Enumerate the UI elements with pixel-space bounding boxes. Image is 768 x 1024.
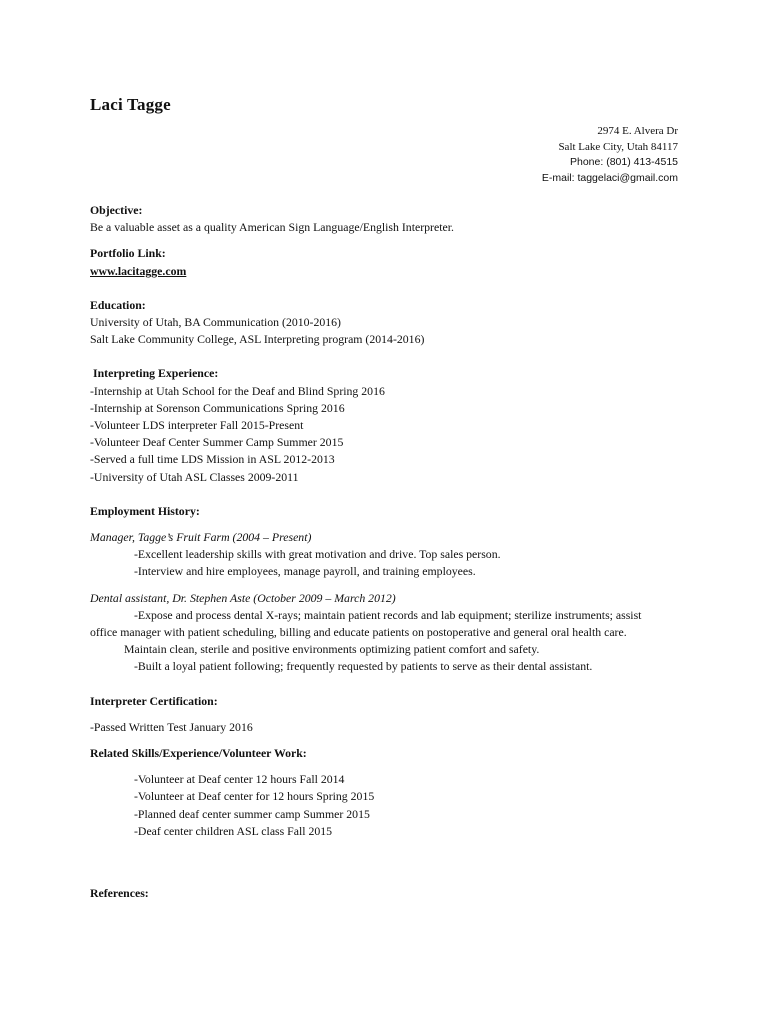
contact-phone: Phone: (801) 413-4515 [570,156,678,168]
interpreting-item: -University of Utah ASL Classes 2009-2011 [90,469,299,484]
related-item: -Volunteer at Deaf center for 12 hours Spring 2015 [134,789,375,804]
contact-street: 2974 E. Alvera Dr [597,125,678,137]
certification-item: -Passed Written Test January 2016 [90,719,253,734]
job-duty: -Excellent leadership skills with great motivation and drive. Top sales person. [134,547,501,562]
job-title: Dental assistant, Dr. Stephen Aste (October 2009 – March 2012) [90,590,396,605]
contact-block [542,124,678,186]
contact-email: E-mail: taggelaci@gmail.com [541,171,678,184]
interpreting-item: -Internship at Sorenson Communications Spring 2016 [90,400,345,415]
related-heading: Related Skills/Experience/Volunteer Work: [90,746,307,761]
interpreting-item: -Internship at Utah School for the Deaf and Blind Spring 2016 [90,383,385,398]
education-item: University of Utah, BA Communication (2010-2016) [90,315,341,330]
resume-body [90,202,690,902]
related-item: -Planned deaf center summer camp Summer 2015 [134,806,370,821]
references-heading: References: [90,886,149,901]
education-item: Salt Lake Community College, ASL Interpreting program (2014-2016) [90,332,425,347]
related-item: -Deaf center children ASL class Fall 2015 [134,823,333,838]
education-heading: Education: [90,297,146,312]
job-duty: Maintain clean, sterile and positive environments optimizing patient comfort and safety. [124,642,540,657]
portfolio-link[interactable]: www.lacitagge.com [90,263,187,278]
related-item: -Volunteer at Deaf center 12 hours Fall 2014 [134,772,345,787]
contact-city: Salt Lake City, Utah 84117 [558,140,678,153]
job-duty: -Expose and process dental X-rays; maintain patient records and lab equipment; sterilize instruments; assist [134,607,642,622]
certification-heading: Interpreter Certification: [90,693,218,708]
interpreting-item: -Volunteer LDS interpreter Fall 2015-Present [90,418,304,433]
objective-heading: Objective: [90,203,143,217]
job-duty: -Built a loyal patient following; frequently requested by patients to serve as their dental assistant. [134,659,593,674]
resume-name: Laci Tagge [90,95,171,114]
objective-text: Be a valuable asset as a quality American Sign Language/English Interpreter. [90,220,454,235]
employment-heading: Employment History: [90,503,200,518]
interpreting-item: -Served a full time LDS Mission in ASL 2012-2013 [90,452,335,467]
job-duty: office manager with patient scheduling, billing and educate patients on postoperative and general oral health care. [90,625,627,640]
job-duty: -Interview and hire employees, manage payroll, and training employees. [134,564,476,579]
interpreting-item: -Volunteer Deaf Center Summer Camp Summer 2015 [90,435,344,450]
interpreting-heading: Interpreting Experience: [93,366,219,381]
job-title: Manager, Tagge’s Fruit Farm (2004 – Present) [90,530,312,545]
portfolio-heading: Portfolio Link: [90,246,166,261]
